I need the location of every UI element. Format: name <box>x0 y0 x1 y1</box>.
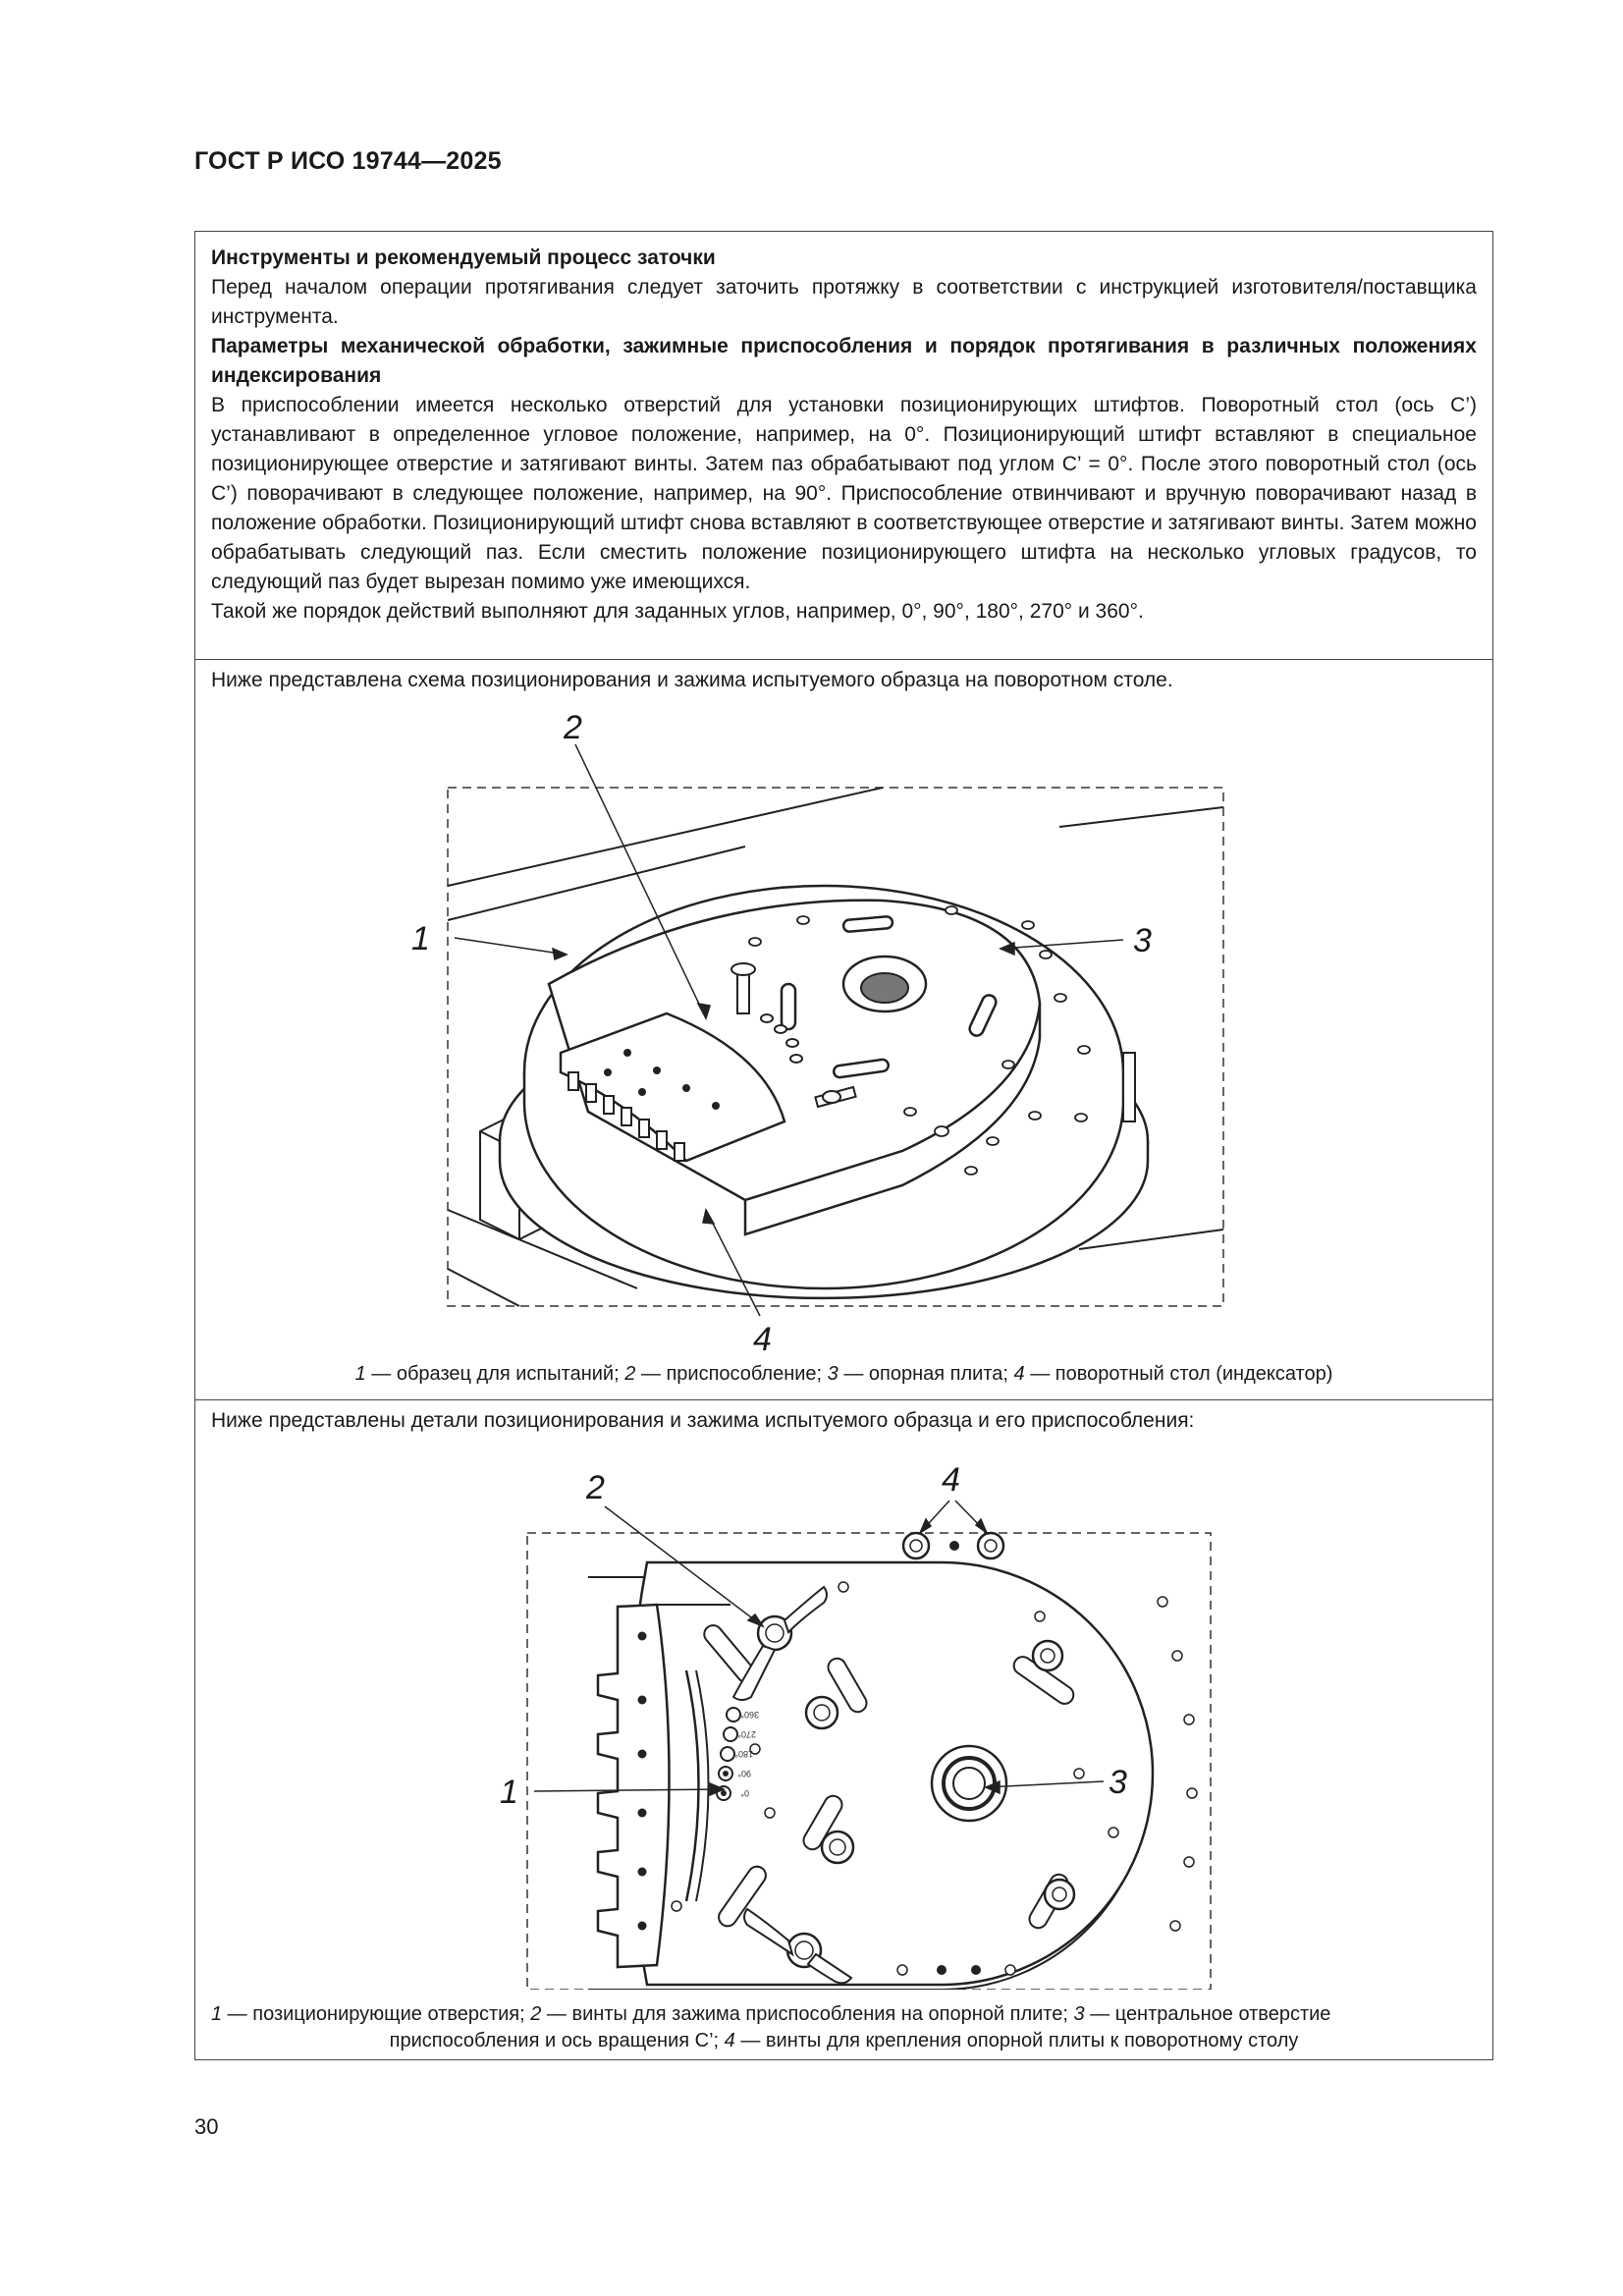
content-table <box>194 231 1493 2060</box>
figure-intro <box>211 1406 1477 1436</box>
figure-section-rotary-table <box>195 660 1492 1400</box>
label-4: 4 <box>753 1321 772 1358</box>
degree-mark-90: 90° <box>737 1769 751 1778</box>
degree-mark-360: 360° <box>740 1710 759 1720</box>
label-4: 4 <box>942 1461 960 1499</box>
rotary-table-figure <box>195 699 1491 1367</box>
label-1: 1 <box>500 1774 518 1811</box>
paragraph-procedure: В приспособлении имеется несколько отверстий для установки позиционирующих штифтов. Поворотный стол (ось C’) устанавливают в определенное угловое положение, например, на 0°. Позиционирующий штифт вставляют в специальное позиционирующее отверстие и затягивают винты. Затем паз обрабатывают под углом C’ = 0°. После этого поворотный стол (ось C’) поворачивают в следующее положение, например, на 90°. Приспособление отвинчивают и вручную поворачивают назад в положение обработки. Позиционирующий штифт снова вставляют в соответствующее отверстие и затягивают винты. Затем можно обрабатывать следующий паз. Если сместить положение позиционирующего штифта на несколько угловых градусов, то следующий паз будет вырезан помимо уже имеющихся. <box>211 394 1477 593</box>
paragraph-angles: Такой же порядок действий выполняют для заданных углов, например, 0°, 90°, 180°, 270° и 360°. <box>211 600 1144 623</box>
figure-caption <box>195 1361 1492 1388</box>
label-2: 2 <box>564 709 582 746</box>
degree-mark-270: 270° <box>737 1729 756 1739</box>
figure-caption-line2: приспособления и ось вращения C’; 4 — винты для крепления опорной плиты к поворотному столу <box>389 2030 1299 2051</box>
intro-text: Ниже представлены детали позиционирования и зажима испытуемого образца и его приспособления: <box>211 1409 1195 1432</box>
label-3: 3 <box>1109 1764 1127 1801</box>
caption-parts: 1 — образец для испытаний; 2 — приспособление; 3 — опорная плита; 4 — поворотный стол (индексатор) <box>354 1363 1333 1385</box>
label-2: 2 <box>586 1469 605 1506</box>
degree-mark-180: 180° <box>734 1749 753 1759</box>
figure-section-fixture-detail <box>195 1400 1492 2061</box>
text-block <box>211 244 1477 627</box>
label-1: 1 <box>411 920 430 957</box>
intro-text: Ниже представлена схема позиционирования и зажима испытуемого образца на поворотном столе. <box>211 669 1173 691</box>
text-section <box>195 232 1492 660</box>
figure-caption-line1: 1 — позиционирующие отверстия; 2 — винты для зажима приспособления на опорной плите; 3 — центральное отверстие <box>211 2003 1331 2025</box>
paragraph-sharpening: Перед началом операции протягивания следует заточить протяжку в соответствии с инструкцией изготовителя/поставщика инструмента. <box>211 276 1477 328</box>
page-number: 30 <box>194 2114 219 2139</box>
heading-sharpening: Инструменты и рекомендуемый процесс заточки <box>211 246 716 269</box>
heading-parameters: Параметры механической обработки, зажимные приспособления и порядок протягивания в различных положениях индексирования <box>211 335 1477 387</box>
document-header: ГОСТ Р ИСО 19744—2025 <box>194 147 502 175</box>
degree-mark-0: 0° <box>740 1788 749 1798</box>
label-3: 3 <box>1133 922 1152 959</box>
figure-intro <box>211 666 1477 695</box>
fixture-top-view-figure <box>195 1440 1491 1990</box>
